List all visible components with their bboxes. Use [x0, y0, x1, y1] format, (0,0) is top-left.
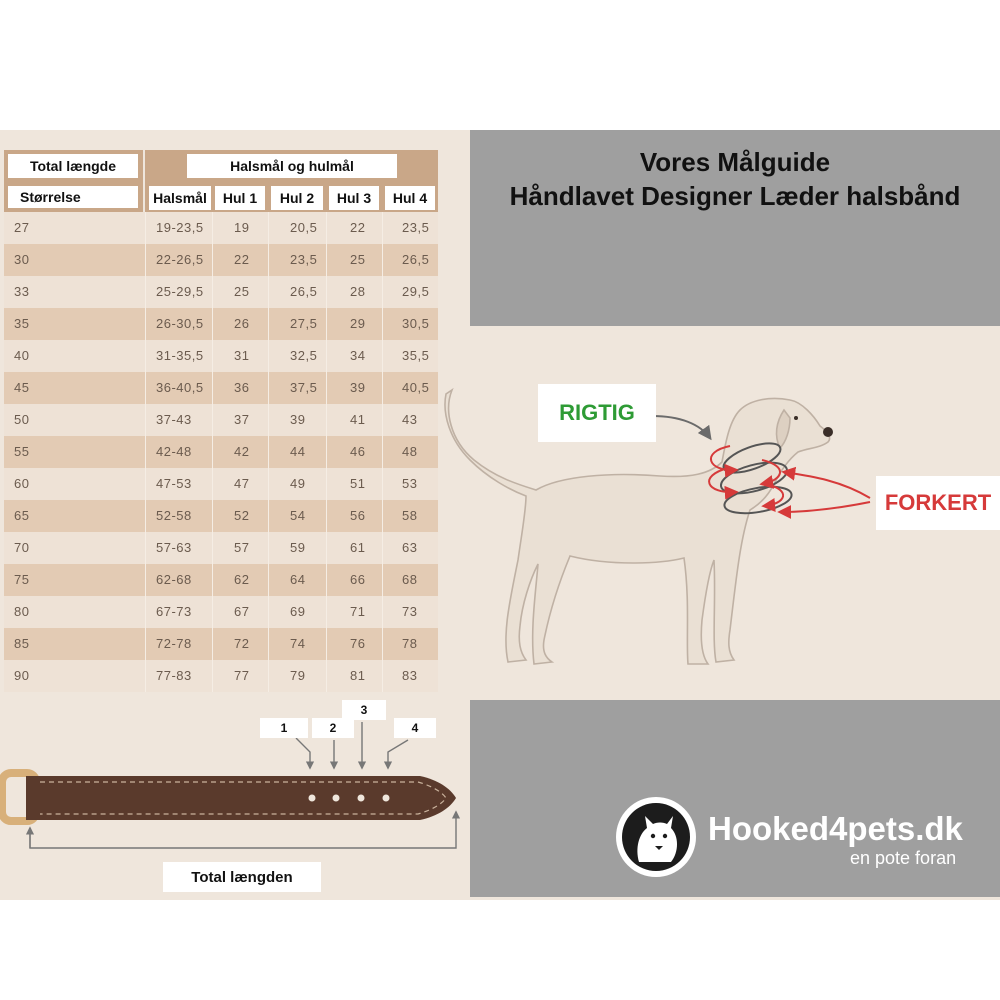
neck-cell: 36-40,5 [156, 380, 204, 395]
header-col-hole-2: Hul 2 [271, 186, 323, 210]
hole-cell: 47 [234, 476, 250, 491]
neck-cell: 67-73 [156, 604, 192, 619]
hole-cell: 83 [402, 668, 418, 683]
hole-cell: 34 [350, 348, 366, 363]
hole-cell: 78 [402, 636, 418, 651]
size-cell: 35 [14, 316, 30, 331]
page-title [470, 145, 1000, 213]
logo-name: Hooked4pets.dk [708, 810, 963, 847]
hole-cell: 23,5 [290, 252, 318, 267]
table-row [4, 564, 438, 596]
total-length-label: Total længden [163, 862, 321, 892]
column-divider [212, 212, 213, 692]
table-row [4, 212, 438, 244]
table-row [4, 628, 438, 660]
neck-cell: 31-35,5 [156, 348, 204, 363]
logo-icon [615, 796, 697, 878]
hole-cell: 32,5 [290, 348, 318, 363]
hole-cell: 26,5 [290, 284, 318, 299]
hole-cell: 58 [402, 508, 418, 523]
hole-label-1: 1 [260, 718, 308, 738]
hole-cell: 20,5 [290, 220, 318, 235]
size-cell: 45 [14, 380, 30, 395]
size-cell: 40 [14, 348, 30, 363]
column-divider [268, 212, 269, 692]
hole-1-icon [309, 795, 316, 802]
neck-cell: 52-58 [156, 508, 192, 523]
hole-label-3: 3 [342, 700, 386, 720]
header-total-length: Total længde [8, 154, 138, 178]
hole-cell: 25 [350, 252, 366, 267]
header-divider [143, 150, 145, 212]
neck-cell: 72-78 [156, 636, 192, 651]
column-divider [145, 212, 146, 692]
header-col-hole-1: Hul 1 [215, 186, 265, 210]
hole-cell: 46 [350, 444, 366, 459]
neck-cell: 22-26,5 [156, 252, 204, 267]
hole-cell: 66 [350, 572, 366, 587]
table-row [4, 244, 438, 276]
hole-cell: 56 [350, 508, 366, 523]
header-neck-holes: Halsmål og hulmål [187, 154, 397, 178]
hole-cell: 72 [234, 636, 250, 651]
hole-cell: 54 [290, 508, 306, 523]
size-cell: 70 [14, 540, 30, 555]
hole-cell: 35,5 [402, 348, 430, 363]
hole-4-icon [383, 795, 390, 802]
hole-label-4: 4 [394, 718, 436, 738]
neck-cell: 62-68 [156, 572, 192, 587]
hole-cell: 29,5 [402, 284, 430, 299]
logo-tagline: en pote foran [850, 848, 957, 868]
wrong-pointer-icon [780, 502, 870, 512]
hole-cell: 43 [402, 412, 418, 427]
hole-cell: 25 [234, 284, 250, 299]
header-col-hole-4: Hul 4 [385, 186, 435, 210]
hole-cell: 44 [290, 444, 306, 459]
hole-cell: 77 [234, 668, 250, 683]
size-cell: 60 [14, 476, 30, 491]
header-col-neck: Halsmål [149, 186, 211, 210]
hole-cell: 76 [350, 636, 366, 651]
size-cell: 30 [14, 252, 30, 267]
hole-cell: 27,5 [290, 316, 318, 331]
hole-cell: 40,5 [402, 380, 430, 395]
dog-nose-icon [823, 427, 833, 437]
hole-cell: 26,5 [402, 252, 430, 267]
size-cell: 90 [14, 668, 30, 683]
table-row [4, 468, 438, 500]
hole-cell: 30,5 [402, 316, 430, 331]
hole-3-icon [358, 795, 365, 802]
hole-cell: 79 [290, 668, 306, 683]
hole-cell: 39 [290, 412, 306, 427]
size-cell: 65 [14, 508, 30, 523]
size-cell: 27 [14, 220, 30, 235]
hole-cell: 19 [234, 220, 250, 235]
table-row [4, 372, 438, 404]
hole-cell: 23,5 [402, 220, 430, 235]
neck-cell: 77-83 [156, 668, 192, 683]
hole-cell: 37 [234, 412, 250, 427]
hole-cell: 74 [290, 636, 306, 651]
neck-cell: 47-53 [156, 476, 192, 491]
table-row [4, 308, 438, 340]
size-cell: 85 [14, 636, 30, 651]
hole-cell: 71 [350, 604, 366, 619]
hole-1-arrow-icon [296, 738, 310, 768]
column-divider [382, 212, 383, 692]
table-row [4, 340, 438, 372]
neck-cell: 42-48 [156, 444, 192, 459]
hole-cell: 22 [350, 220, 366, 235]
hole-cell: 73 [402, 604, 418, 619]
hole-cell: 29 [350, 316, 366, 331]
wrong-pointer-icon [784, 472, 870, 498]
table-row [4, 500, 438, 532]
hole-cell: 37,5 [290, 380, 318, 395]
hole-cell: 52 [234, 508, 250, 523]
table-row [4, 276, 438, 308]
hole-2-icon [333, 795, 340, 802]
hole-cell: 31 [234, 348, 250, 363]
hole-cell: 28 [350, 284, 366, 299]
table-row [4, 436, 438, 468]
hole-cell: 22 [234, 252, 250, 267]
size-cell: 80 [14, 604, 30, 619]
dog-eye-icon [794, 416, 798, 420]
column-divider [326, 212, 327, 692]
hole-cell: 41 [350, 412, 366, 427]
table-row [4, 660, 438, 692]
hole-cell: 48 [402, 444, 418, 459]
hole-cell: 63 [402, 540, 418, 555]
hole-cell: 26 [234, 316, 250, 331]
hole-cell: 81 [350, 668, 366, 683]
neck-cell: 25-29,5 [156, 284, 204, 299]
table-row [4, 532, 438, 564]
correct-pointer-icon [652, 416, 710, 438]
size-cell: 33 [14, 284, 30, 299]
hole-cell: 57 [234, 540, 250, 555]
hole-cell: 59 [290, 540, 306, 555]
hole-label-2: 2 [312, 718, 354, 738]
title-line-1: Vores Målguide [639, 147, 831, 177]
correct-label: RIGTIG [538, 384, 656, 442]
size-cell: 55 [14, 444, 30, 459]
hole-cell: 36 [234, 380, 250, 395]
size-cell: 50 [14, 412, 30, 427]
hole-cell: 68 [402, 572, 418, 587]
size-cell: 75 [14, 572, 30, 587]
hole-cell: 64 [290, 572, 306, 587]
hole-cell: 67 [234, 604, 250, 619]
neck-cell: 37-43 [156, 412, 192, 427]
header-size: Størrelse [8, 186, 138, 208]
hole-cell: 39 [350, 380, 366, 395]
neck-cell: 26-30,5 [156, 316, 204, 331]
table-row [4, 596, 438, 628]
hole-cell: 61 [350, 540, 366, 555]
hole-cell: 49 [290, 476, 306, 491]
title-line-2: Håndlavet Designer Læder halsbånd [509, 181, 961, 211]
header-col-hole-3: Hul 3 [329, 186, 379, 210]
neck-cell: 57-63 [156, 540, 192, 555]
dog-illustration [440, 380, 1000, 680]
hole-4-arrow-icon [388, 740, 408, 768]
hole-cell: 51 [350, 476, 366, 491]
hole-cell: 42 [234, 444, 250, 459]
hole-cell: 53 [402, 476, 418, 491]
hole-cell: 62 [234, 572, 250, 587]
wrong-label: FORKERT [876, 476, 1000, 530]
neck-cell: 19-23,5 [156, 220, 204, 235]
table-row [4, 404, 438, 436]
hole-cell: 69 [290, 604, 306, 619]
